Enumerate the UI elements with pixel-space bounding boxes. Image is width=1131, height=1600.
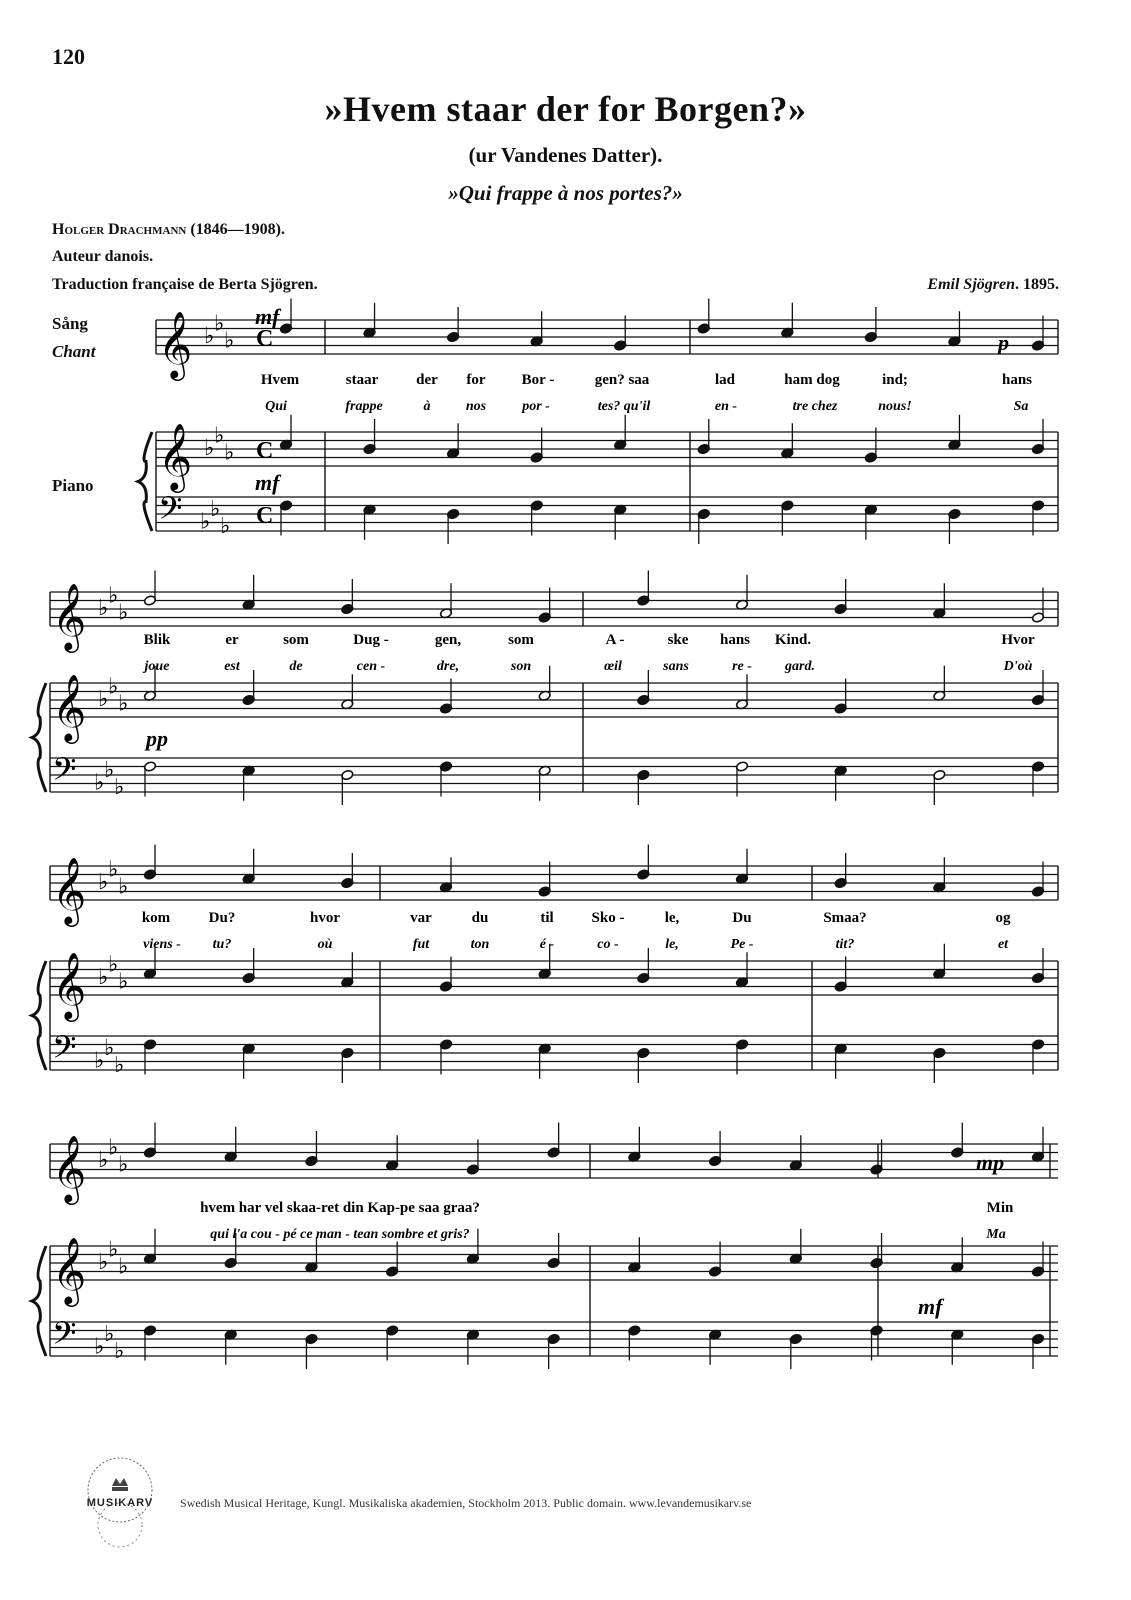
lyric: Du? (208, 910, 236, 926)
lyric: Min (986, 1200, 1014, 1216)
flat-sign: ♭ (94, 1334, 105, 1360)
footer-credit: Swedish Musical Heritage, Kungl. Musikaliska akademien, Stockholm 2013. Public domain. www.levandemusikarv.se (180, 1496, 752, 1510)
flat-sign: ♭ (214, 423, 225, 449)
flat-sign: ♭ (98, 965, 109, 990)
flat-sign: ♭ (108, 1135, 119, 1161)
lyric-fr: sans (663, 659, 689, 674)
bass-clef: 𝄢 (158, 490, 183, 534)
french-title: »Qui frappe à nos portes?» (448, 181, 683, 205)
lyric: ske (667, 632, 689, 648)
brace (32, 1246, 46, 1356)
lyric: kom (141, 910, 171, 926)
composer-name: Emil Sjögren (927, 276, 1015, 293)
lyric-fr: de (289, 659, 303, 674)
time-signature: C (256, 326, 274, 352)
lyric-fr: où (317, 937, 333, 952)
lyric: Blik (143, 632, 171, 648)
dynamic-pp: pp (146, 726, 168, 751)
flat-sign: ♭ (118, 1254, 129, 1280)
lyric: og (995, 910, 1011, 926)
treble-clef: 𝄞 (158, 422, 193, 490)
flat-sign: ♭ (98, 1148, 109, 1173)
lyric: staar (345, 372, 379, 388)
auteur-credit: Auteur danois. (52, 248, 154, 265)
lyric-fr: tre chez (792, 399, 838, 414)
dynamic-mf-piano: mf (255, 470, 280, 495)
lyric: for (466, 372, 486, 388)
flat-sign: ♭ (114, 1338, 125, 1364)
flat-sign: ♭ (118, 600, 129, 626)
time-signature: C (256, 503, 274, 529)
treble-clef: 𝄞 (52, 856, 87, 924)
flat-sign: ♭ (114, 774, 125, 800)
lyric-fr: co - (597, 937, 619, 952)
lyric-fr: viens - (143, 937, 181, 952)
lyric: lad (714, 372, 736, 388)
piano-label: Piano (52, 476, 94, 495)
lyric: du (471, 910, 489, 926)
flat-sign: ♭ (118, 969, 129, 995)
lyric: hans (1001, 372, 1033, 388)
lyric: Smaa? (823, 910, 867, 926)
flat-sign: ♭ (214, 311, 225, 337)
lyric-fr: le, (665, 937, 679, 952)
flat-sign: ♭ (118, 691, 129, 717)
lyric-fr: à (423, 399, 431, 414)
lyric: A - (605, 632, 625, 648)
poet-credit: Holger Drachmann (1846—1908). (52, 221, 285, 238)
dynamic-mf-piano-2: mf (918, 1294, 943, 1319)
flat-sign: ♭ (224, 328, 235, 354)
lyric-fr: son (510, 659, 532, 674)
lyric: Bor - (521, 372, 555, 388)
lyric: Du (732, 910, 752, 926)
lyric-fr: joue (144, 659, 170, 674)
flat-sign: ♭ (104, 1321, 115, 1347)
lyric-fr: fut (412, 937, 430, 952)
song-title: »Hvem staar der for Borgen?» (324, 89, 807, 129)
lyric-fr: nos (465, 399, 487, 414)
lyric-fr: re - (732, 659, 752, 674)
lyric: Kind. (774, 632, 812, 648)
lyric: som (508, 632, 534, 648)
lyric-fr: Pe - (730, 937, 754, 952)
lyric: er (225, 632, 239, 648)
flat-sign: ♭ (98, 870, 109, 895)
flat-sign: ♭ (118, 1152, 129, 1178)
lyric-fr: gard. (785, 659, 815, 674)
flat-sign: ♭ (118, 874, 129, 900)
lyric-fr: é - (539, 937, 555, 952)
lyric: Hvor (1001, 632, 1035, 648)
lyrics-system-4 (200, 1200, 1014, 1242)
treble-clef: 𝄞 (52, 1134, 87, 1202)
treble-clef: 𝄞 (52, 673, 87, 741)
lyric-fr: nous! (878, 399, 912, 414)
lyric: Hvem (260, 372, 300, 388)
lyric: som (283, 632, 309, 648)
lyric: hvor (310, 910, 340, 926)
lyric: gen, (434, 632, 462, 648)
flat-sign: ♭ (94, 1048, 105, 1074)
flat-sign: ♭ (108, 1237, 119, 1263)
lyric: ind; (882, 372, 908, 388)
lyric: gen? saa (594, 372, 650, 388)
lyric: var (410, 910, 432, 926)
lyric: le, (664, 910, 680, 926)
bass-clef: 𝄢 (52, 751, 77, 795)
lyric: ham dog (784, 372, 840, 388)
lyric-fr: en - (714, 399, 738, 414)
voice-label-fr: Chant (52, 342, 96, 361)
lyric-fr: œil (604, 659, 622, 674)
brace (32, 961, 46, 1070)
flat-sign: ♭ (98, 1250, 109, 1275)
dynamic-p: p (998, 330, 1009, 355)
flat-sign: ♭ (104, 1035, 115, 1061)
bass-clef: 𝄢 (52, 1029, 77, 1073)
treble-clef: 𝄞 (52, 1236, 87, 1304)
lyric: der (416, 372, 438, 388)
levande-musikarv-logo (72, 1450, 168, 1560)
lyric-fr: tit? (835, 937, 855, 952)
flat-sign: ♭ (108, 952, 119, 978)
flat-sign: ♭ (204, 324, 215, 349)
page-number: 120 (52, 44, 85, 69)
flat-sign: ♭ (108, 857, 119, 883)
lyric: Dug - (353, 632, 389, 648)
lyric-fr: Sa (1013, 399, 1029, 414)
flat-sign: ♭ (204, 436, 215, 461)
logo-text: MUSIKARV (86, 1497, 154, 1509)
flat-sign: ♭ (98, 687, 109, 712)
dynamic-mf: mf (255, 304, 280, 329)
lyrics-system-1 (261, 372, 1032, 414)
flat-sign: ♭ (114, 1052, 125, 1078)
flat-sign: ♭ (224, 440, 235, 466)
lyrics-system-2 (143, 632, 1035, 674)
lyric-fr: et (997, 937, 1009, 952)
song-subtitle: (ur Vandenes Datter). (468, 143, 663, 167)
flat-sign: ♭ (200, 509, 211, 535)
lyric-fr: por - (522, 399, 550, 414)
flat-sign: ♭ (210, 496, 221, 522)
lyric-fr: Qui (265, 399, 287, 414)
lyric-fr: cen - (356, 659, 386, 674)
voice-label: Sång (52, 314, 88, 333)
brace (138, 432, 152, 531)
lyric-fr: dre, (436, 659, 460, 674)
lyric: til (540, 910, 554, 926)
bass-clef: 𝄢 (52, 1315, 77, 1359)
lyric-fr: D'où (1003, 659, 1033, 674)
lyrics-system-3 (142, 910, 1011, 952)
lyric: hans (719, 632, 751, 648)
treble-clef: 𝄞 (52, 951, 87, 1019)
dynamic-mp: mp (976, 1150, 1005, 1175)
treble-clef: 𝄞 (52, 582, 87, 650)
composer-year: . 1895. (1015, 276, 1059, 293)
treble-clef: 𝄞 (158, 310, 193, 378)
lyric-fr: frappe (345, 399, 383, 414)
lyric-fr: est (224, 659, 240, 674)
lyric-fr: Ma (986, 1227, 1006, 1242)
lyric-fr: ton (470, 937, 490, 952)
lyric: hvem har vel skaa-ret din Kap-pe saa graa? (200, 1200, 480, 1216)
time-signature: C (256, 438, 274, 464)
translation-credit: Traduction française de Berta Sjögren. (52, 276, 318, 293)
flat-sign: ♭ (108, 674, 119, 700)
lyric-fr: qui l'a cou - pé ce man - tean sombre et gris? (210, 1227, 470, 1242)
flat-sign: ♭ (104, 757, 115, 783)
brace (32, 683, 46, 792)
lyric-fr: tes? qu'il (597, 399, 651, 414)
lyric: Sko - (591, 910, 625, 926)
lyric-fr: tu? (212, 937, 232, 952)
flat-sign: ♭ (98, 596, 109, 621)
flat-sign: ♭ (108, 583, 119, 609)
flat-sign: ♭ (220, 513, 231, 539)
flat-sign: ♭ (94, 770, 105, 796)
